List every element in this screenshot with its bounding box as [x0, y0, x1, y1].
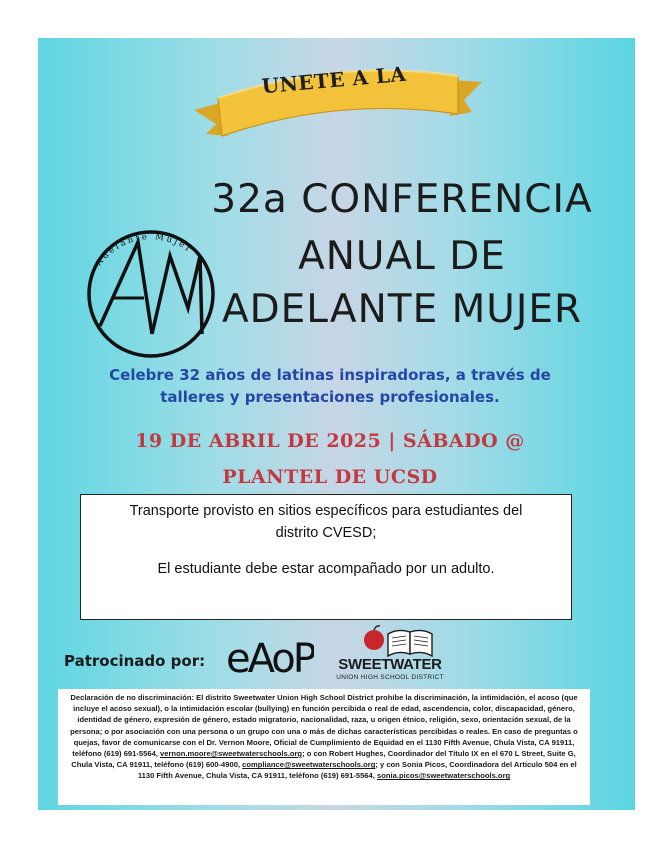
email-link-sonia[interactable]: sonia.picos@sweetwaterschools.org [377, 771, 511, 781]
ribbon-banner [188, 52, 488, 144]
logo-circle-text: Adelante Mujer [94, 232, 195, 268]
tagline-line-1: Celebre 32 años de latinas inspiradoras, a través de [109, 366, 551, 384]
eaop-logo [224, 630, 314, 682]
event-location: PLANTEL DE UCSD [222, 466, 438, 488]
headline-line-2: ANUAL DE [298, 234, 506, 279]
sweetwater-name: SWEETWATER [338, 656, 442, 673]
eaop-text: eAoP [226, 636, 314, 682]
non-discrimination-statement [58, 689, 590, 805]
tagline-line-2: talleres y presentaciones profesionales. [160, 388, 500, 406]
tagline [100, 364, 560, 408]
flyer-background [38, 38, 635, 810]
headline-line-3: ADELANTE MUJER [221, 287, 583, 332]
disclaimer-text-2: ; o con Robert Hughes, Coordinador del Título IX en el 670 L Street, Suite G, Chula Vista, CA 91911, teléfono (619) 600-4900, [71, 749, 576, 770]
headline-line-1: 32a CONFERENCIA [211, 177, 593, 222]
transport-notice-box [80, 494, 572, 620]
disclaimer-text-1: Declaración de no discriminación: El distrito Sweetwater Union High School District prohíbe la discriminación, la intimidación, el acoso (que incluye el acoso sexual), o la intimidación escolar (bullying) en función percibida o real de edad, ascendencia, color, discapacidad, género, identidad de género, expresión de género, estado migratorio, nacionalidad, raza, u origen étnico, religión, sexo, orientación sexual, de la persona; o por asociación con una persona o un grupo con una o más de dichas características percibidas o reales. En caso de preguntas o quejas, favor de comunicarse con el Dr. Vernon Moore, Oficial de Cumplimiento de Equidad en el 1130 Fifth Avenue, Chula Vista, CA 91911, teléfono (619) 691-5564, [70, 693, 578, 759]
transport-line-3: El estudiante debe estar acompañado por un adulto. [157, 561, 495, 577]
email-link-vernon[interactable]: vernon.moore@sweetwaterschools.org [160, 749, 303, 759]
event-date: 19 DE ABRIL DE 2025 | SÁBADO @ [135, 430, 525, 452]
sweetwater-logo [330, 624, 450, 684]
book-apple-icon [330, 624, 450, 658]
transport-line-1: Transporte provisto en sitios específicos para estudiantes del [129, 503, 523, 519]
sweetwater-subtitle: UNION HIGH SCHOOL DISTRICT [336, 674, 444, 681]
transport-line-2: distrito CVESD; [275, 525, 377, 541]
sponsor-label: Patrocinado por: [64, 652, 206, 670]
disclaimer-text-3: ; y con Sonia Picos, Coordinadora del Artículo 504 en el 1130 Fifth Avenue, Chula Vista, CA 91911, teléfono (619) 691-5564, [137, 760, 577, 781]
ribbon-text: UNETE A LA [260, 61, 408, 99]
email-link-compliance[interactable]: compliance@sweetwaterschools.org [242, 760, 376, 770]
